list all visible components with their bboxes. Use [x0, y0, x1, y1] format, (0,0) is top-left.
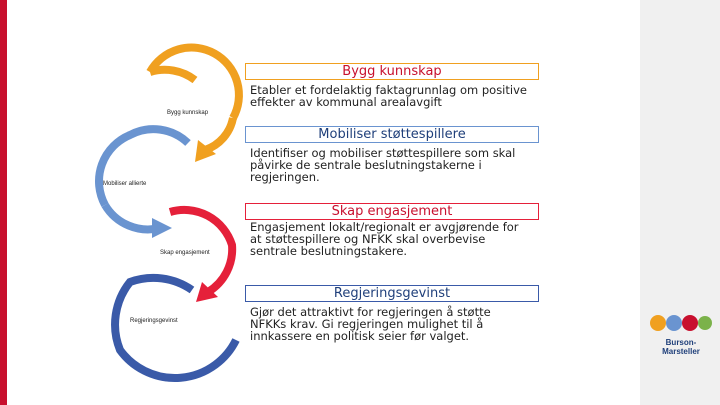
cycle-diagram [0, 0, 250, 405]
arc-step-2 [99, 129, 188, 205]
cycle-label-4: Regjeringsgevinst [130, 318, 178, 324]
step-3-description: Engasjement lokalt/regionalt er avgjørende for at støttespillere og NFKK skal overbevise sentrale beslutningstakere. [250, 220, 519, 258]
step-1-title-box [245, 63, 539, 80]
step-4-title: Regjeringsgevinst [333, 286, 451, 301]
step-4-description: Gjør det attraktivt for regjeringen å støtte NFKKs krav. Gi regjeringen mulighet til å innkassere en politisk seier før valget. [250, 305, 491, 343]
step-3-title: Skap engasjement [331, 204, 453, 219]
step-1-title: Bygg kunnskap [342, 64, 442, 79]
arc-step-1-top [150, 70, 195, 80]
arc-step-2-bottom [105, 205, 160, 229]
arc-step-4 [115, 278, 236, 378]
arc-step-1-body [205, 118, 233, 150]
step-2-title-box [245, 126, 539, 143]
arrow-step-2 [152, 218, 172, 238]
step-3-title-box [245, 203, 539, 220]
cycle-label-1: Bygg kunnskap [167, 110, 209, 116]
step-1-description: Etabler et fordelaktig faktagrunnlag om positive effekter av kommunal arealavgift [250, 83, 527, 109]
logo-text: Burson-Marsteller [662, 338, 700, 356]
cycle-label-3: Skap engasjement [160, 250, 210, 256]
cycle-label-2: Mobiliser allierte [103, 181, 147, 187]
arc-step-1 [150, 48, 239, 118]
logo-icons [648, 310, 714, 336]
step-4-title-box [245, 285, 539, 302]
burson-marsteller-logo [648, 310, 714, 358]
step-2-description: Identifiser og mobiliser støttespillere som skal påvirke de sentrale beslutningstakerne i regjeringen. [250, 146, 516, 184]
step-2-title: Mobiliser støttespillere [318, 127, 466, 142]
